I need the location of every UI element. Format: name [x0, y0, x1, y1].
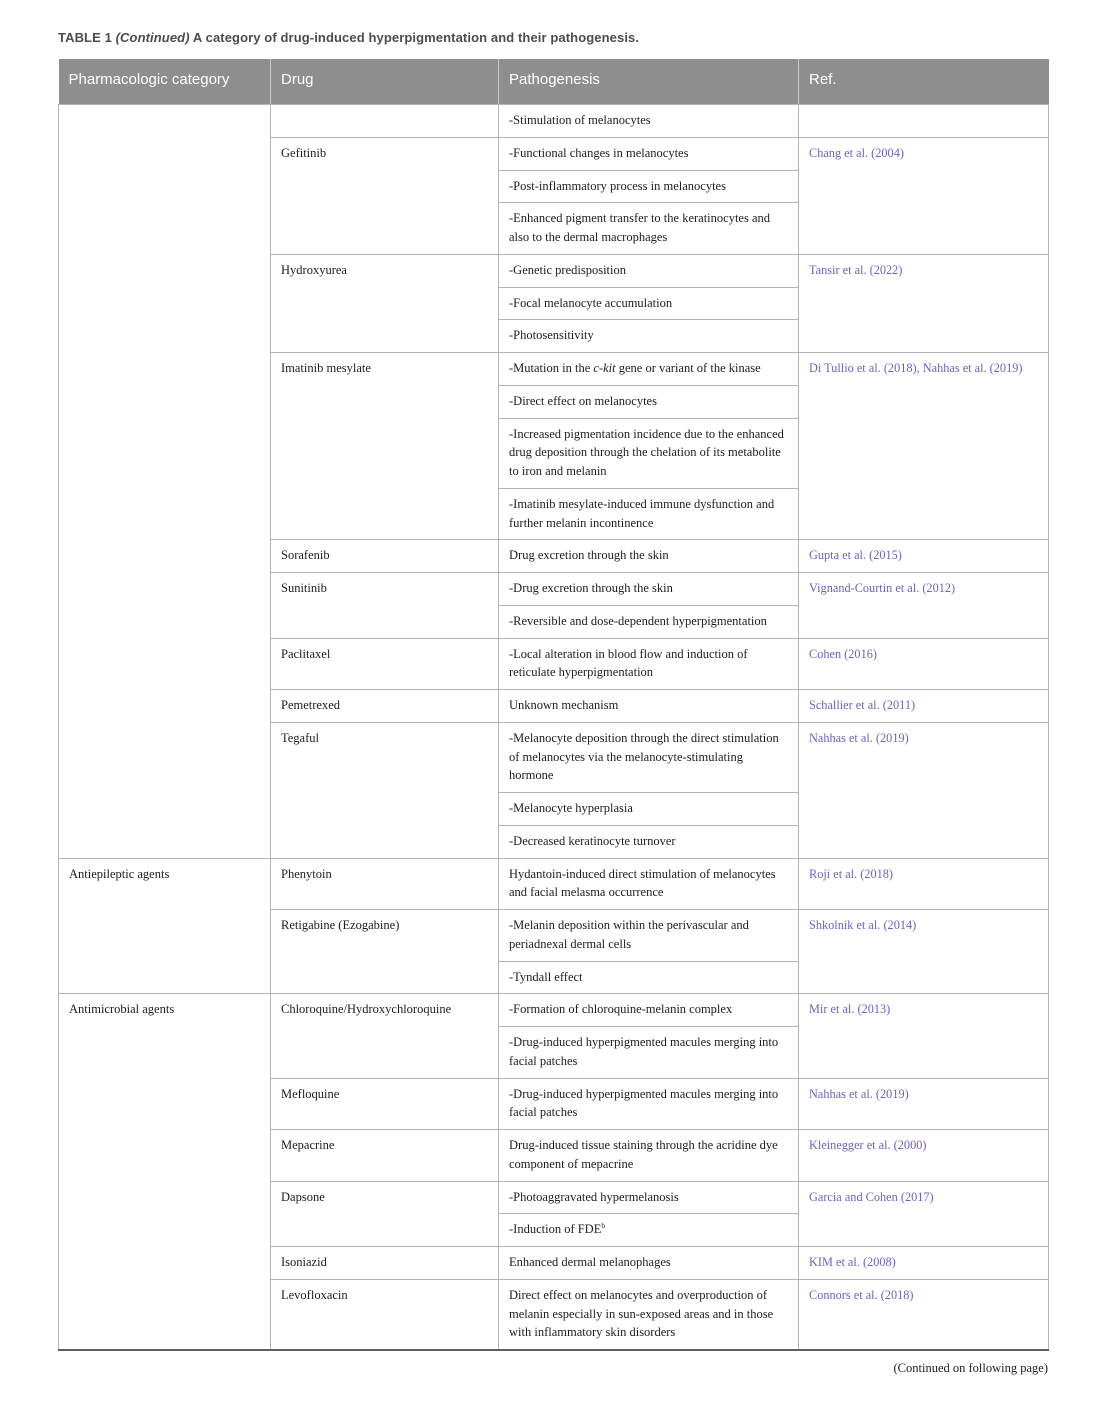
cell-pathogenesis: Enhanced dermal melanophages — [499, 1247, 799, 1280]
cell-drug — [271, 105, 499, 138]
cell-pathogenesis: Unknown mechanism — [499, 690, 799, 723]
cell-drug: Chloroquine/Hydroxychloroquine — [271, 994, 499, 1078]
table-caption — [58, 30, 1048, 45]
cell-pathogenesis: -Stimulation of melanocytes — [499, 105, 799, 138]
cell-ref — [799, 105, 1049, 138]
cell-ref — [799, 540, 1049, 573]
column-header-pharmacologic-category: Pharmacologic category — [59, 59, 271, 105]
table-caption-continued: (Continued) — [115, 30, 190, 45]
ref-link[interactable]: Connors et al. (2018) — [809, 1287, 914, 1302]
cell-ref — [799, 690, 1049, 723]
ref-link[interactable]: Schallier et al. (2011) — [809, 698, 916, 712]
ref-link[interactable]: Nahhas et al. (2019) — [809, 730, 909, 745]
ref-link[interactable]: Mir et al. (2013) — [809, 1002, 891, 1017]
column-header-drug: Drug — [271, 59, 499, 105]
cell-pathogenesis: -Mutation in the c-kit gene or variant of the kinase — [499, 353, 799, 386]
cell-ref — [799, 1279, 1049, 1350]
cell-ref — [799, 910, 1049, 994]
cell-ref — [799, 1130, 1049, 1182]
cell-drug: Hydroxyurea — [271, 254, 499, 352]
table-row — [59, 105, 1049, 138]
cell-ref — [799, 137, 1049, 254]
cell-ref — [799, 1181, 1049, 1247]
cell-ref — [799, 722, 1049, 858]
table-row — [59, 858, 1049, 910]
table-row — [59, 994, 1049, 1027]
cell-ref — [799, 638, 1049, 690]
cell-pathogenesis: -Drug-induced hyperpigmented macules merging into facial patches — [499, 1027, 799, 1079]
cell-pathogenesis: -Post-inflammatory process in melanocytes — [499, 170, 799, 203]
table-caption-text: A category of drug-induced hyperpigmentation and their pathogenesis. — [192, 30, 640, 45]
cell-ref — [799, 994, 1049, 1078]
cell-drug: Sorafenib — [271, 540, 499, 573]
cell-drug: Imatinib mesylate — [271, 353, 499, 540]
cell-drug: Pemetrexed — [271, 690, 499, 723]
cell-pathogenesis: -Tyndall effect — [499, 961, 799, 994]
table-body — [59, 105, 1049, 1351]
cell-pathogenesis: -Melanocyte deposition through the direct stimulation of melanocytes via the melanocyte-stimulating hormone — [499, 722, 799, 792]
cell-pathogenesis: -Reversible and dose-dependent hyperpigmentation — [499, 605, 799, 638]
cell-drug: Phenytoin — [271, 858, 499, 910]
cell-pathogenesis: -Drug excretion through the skin — [499, 573, 799, 606]
ref-link[interactable]: Nahhas et al. (2019) — [809, 1086, 909, 1101]
cell-pathogenesis: -Focal melanocyte accumulation — [499, 287, 799, 320]
cell-pathogenesis: -Enhanced pigment transfer to the keratinocytes and also to the dermal macrophages — [499, 203, 799, 255]
cell-ref — [799, 573, 1049, 639]
table-caption-label: TABLE 1 — [58, 30, 112, 45]
cell-drug: Mefloquine — [271, 1078, 499, 1130]
cell-pathogenesis: Hydantoin-induced direct stimulation of melanocytes and facial melasma occurrence — [499, 858, 799, 910]
cell-pathogenesis: Direct effect on melanocytes and overproduction of melanin especially in sun-exposed areas and in those with inflammatory skin disorders — [499, 1279, 799, 1350]
ref-link[interactable]: Di Tullio et al. (2018), Nahhas et al. (2019) — [809, 361, 1023, 375]
cell-ref — [799, 353, 1049, 540]
cell-drug: Retigabine (Ezogabine) — [271, 910, 499, 994]
cell-category — [59, 105, 271, 859]
ref-link[interactable]: Gupta et al. (2015) — [809, 548, 902, 563]
cell-category: Antiepileptic agents — [59, 858, 271, 994]
ref-link[interactable]: Roji et al. (2018) — [809, 866, 894, 881]
cell-pathogenesis: -Local alteration in blood flow and induction of reticulate hyperpigmentation — [499, 638, 799, 690]
cell-drug: Gefitinib — [271, 137, 499, 254]
cell-pathogenesis: -Photoaggravated hypermelanosis — [499, 1181, 799, 1214]
cell-pathogenesis: -Decreased keratinocyte turnover — [499, 825, 799, 858]
cell-drug: Isoniazid — [271, 1247, 499, 1280]
header-row — [59, 59, 1049, 105]
cell-pathogenesis: -Photosensitivity — [499, 320, 799, 353]
hyperpigmentation-table — [58, 59, 1049, 1351]
cell-ref — [799, 1247, 1049, 1280]
cell-pathogenesis: -Melanocyte hyperplasia — [499, 793, 799, 826]
cell-category: Antimicrobial agents — [59, 994, 271, 1350]
cell-pathogenesis: -Functional changes in melanocytes — [499, 137, 799, 170]
column-header-pathogenesis: Pathogenesis — [499, 59, 799, 105]
cell-pathogenesis: -Melanin deposition within the perivascular and periadnexal dermal cells — [499, 910, 799, 962]
continued-note: (Continued on following page) — [893, 1361, 1048, 1375]
ref-link[interactable]: Kleinegger et al. (2000) — [809, 1138, 927, 1152]
cell-pathogenesis: -Drug-induced hyperpigmented macules merging into facial patches — [499, 1078, 799, 1130]
cell-pathogenesis: -Increased pigmentation incidence due to the enhanced drug deposition through the chelation of its metabolite to iron and melanin — [499, 418, 799, 488]
cell-drug: Dapsone — [271, 1181, 499, 1247]
cell-ref — [799, 858, 1049, 910]
ref-link[interactable]: Vignand-Courtin et al. (2012) — [809, 581, 956, 595]
ref-link[interactable]: Cohen (2016) — [809, 646, 877, 661]
cell-pathogenesis: Drug-induced tissue staining through the acridine dye component of mepacrine — [499, 1130, 799, 1182]
ref-link[interactable]: Shkolnik et al. (2014) — [809, 918, 917, 932]
cell-drug: Paclitaxel — [271, 638, 499, 690]
cell-ref — [799, 1078, 1049, 1130]
ref-link[interactable]: KIM et al. (2008) — [809, 1255, 896, 1269]
ref-link[interactable]: Chang et al. (2004) — [809, 145, 904, 160]
cell-pathogenesis: -Formation of chloroquine-melanin complex — [499, 994, 799, 1027]
cell-pathogenesis: -Imatinib mesylate-induced immune dysfunction and further melanin incontinence — [499, 488, 799, 540]
cell-pathogenesis: Drug excretion through the skin — [499, 540, 799, 573]
cell-pathogenesis: -Genetic predisposition — [499, 254, 799, 287]
cell-drug: Tegaful — [271, 722, 499, 858]
cell-ref — [799, 254, 1049, 352]
cell-drug: Sunitinib — [271, 573, 499, 639]
cell-drug: Levofloxacin — [271, 1279, 499, 1350]
cell-drug: Mepacrine — [271, 1130, 499, 1182]
ref-link[interactable]: Garcia and Cohen (2017) — [809, 1189, 934, 1204]
cell-pathogenesis: -Direct effect on melanocytes — [499, 385, 799, 418]
cell-pathogenesis: -Induction of FDE$^b$ — [499, 1214, 799, 1247]
ref-link[interactable]: Tansir et al. (2022) — [809, 262, 903, 277]
column-header-ref: Ref. — [799, 59, 1049, 105]
